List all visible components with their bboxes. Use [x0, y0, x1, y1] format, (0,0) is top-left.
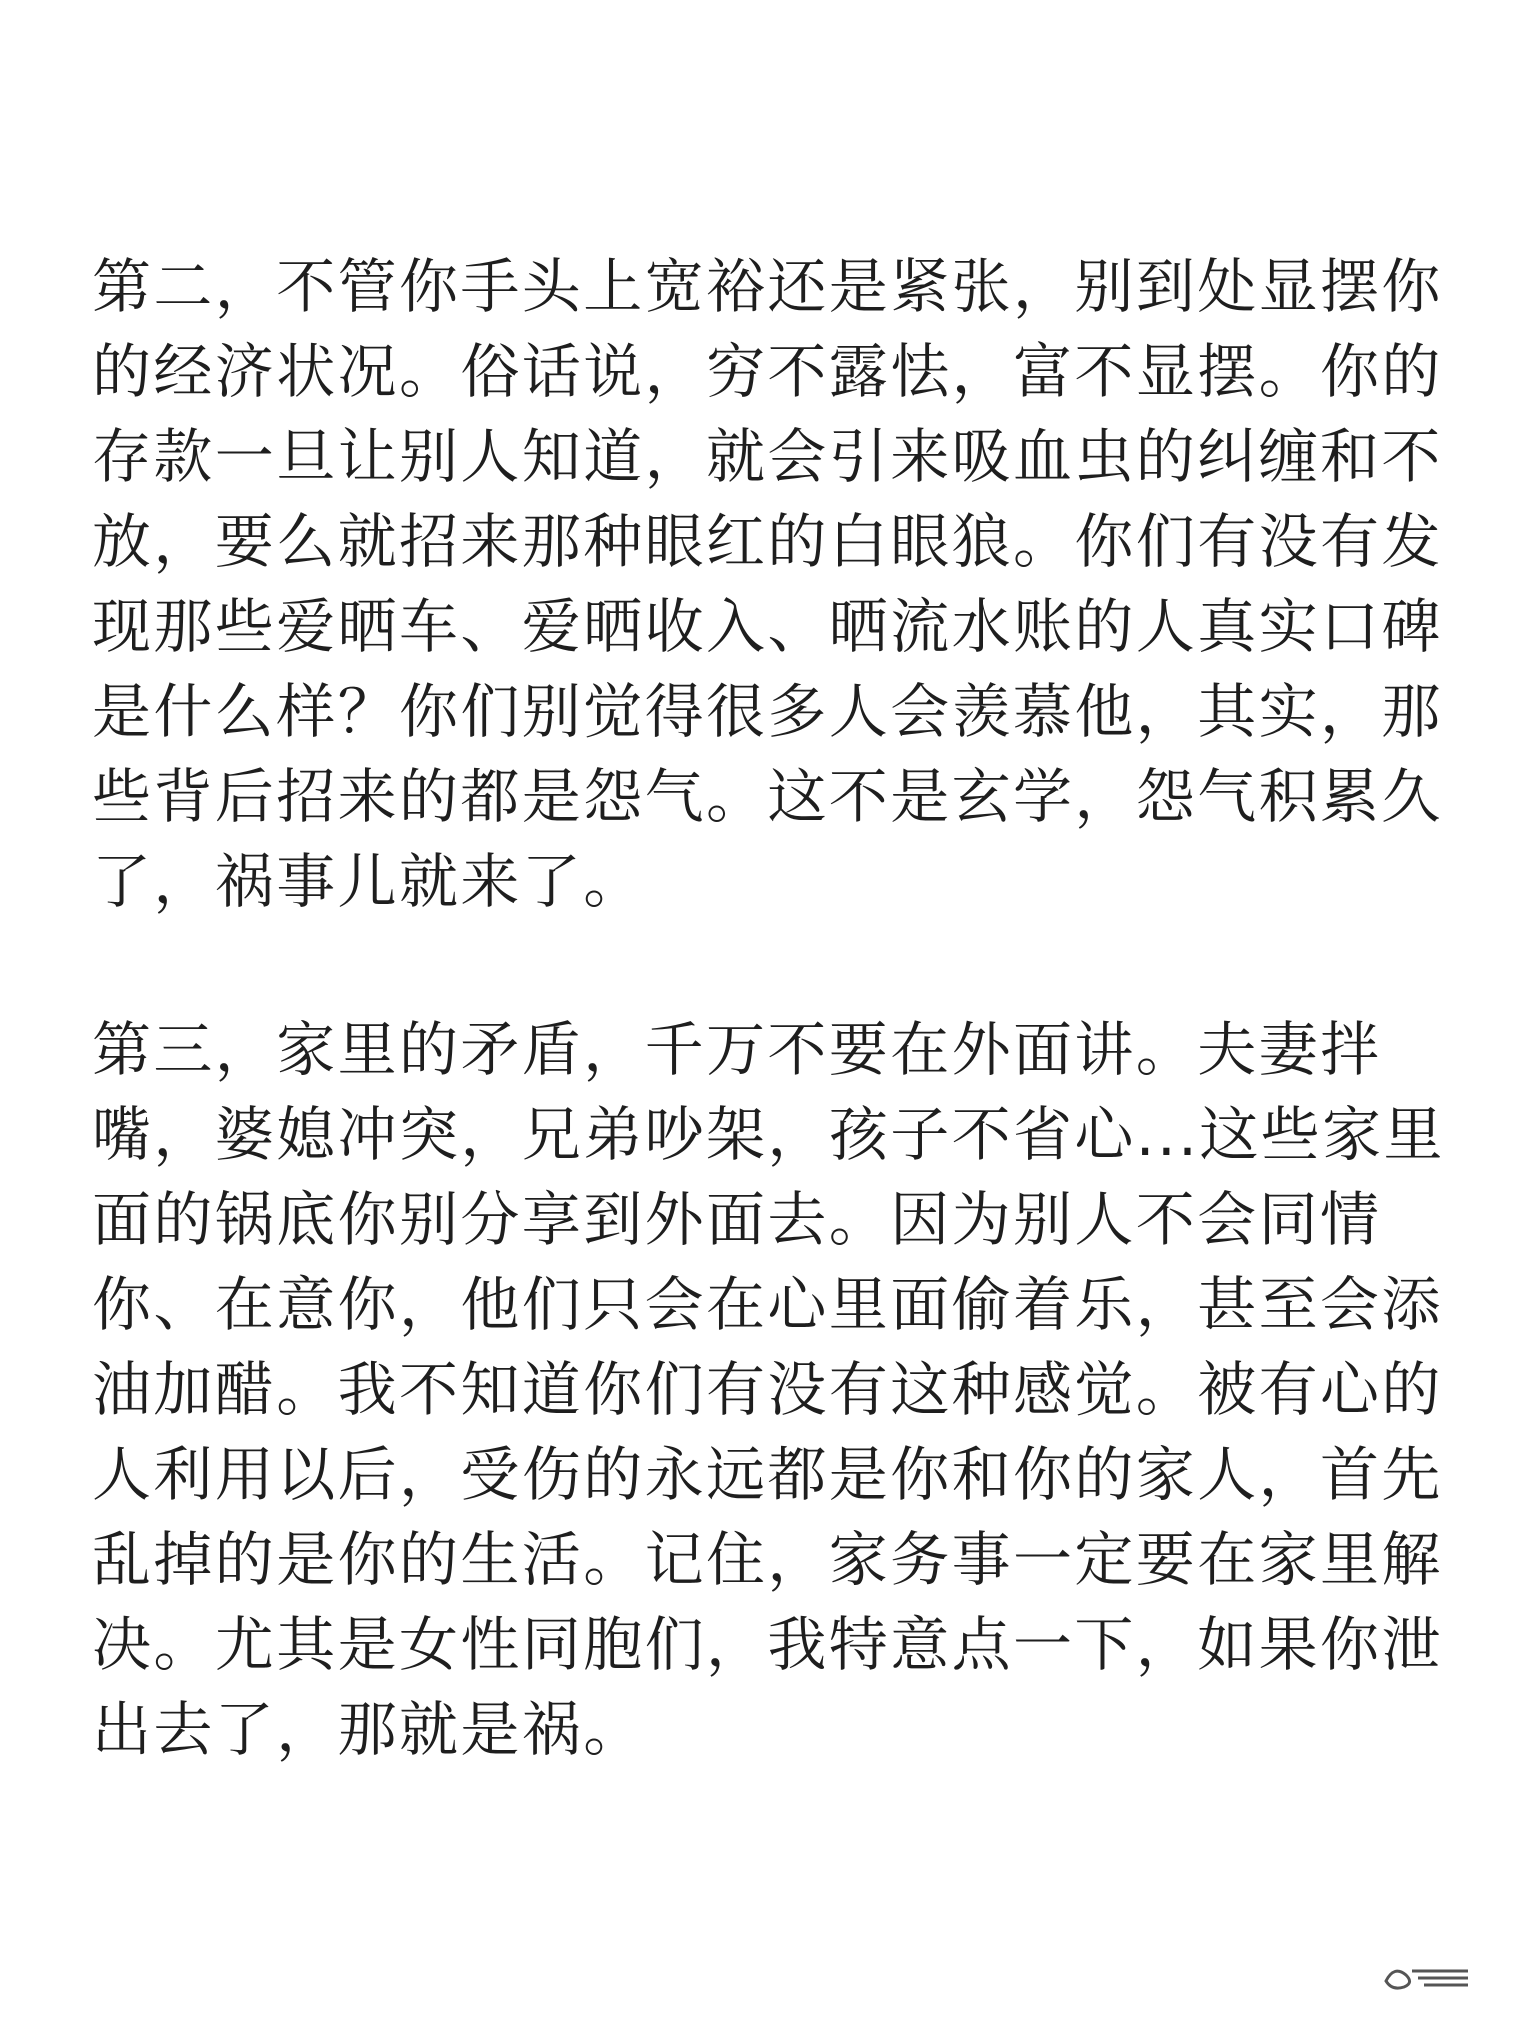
text-line: 油加醋。我不知道你们有没有这种感觉。被有心的 [92, 1355, 1443, 1424]
text-line: 了，祸事儿就来了。 [92, 847, 645, 916]
text-line: 现那些爱晒车、爱晒收入、晒流水账的人真实口碑 [92, 592, 1443, 661]
text-line: 出去了，那就是祸。 [92, 1695, 645, 1764]
text-line: 人利用以后，受伤的永远都是你和你的家人，首先 [92, 1440, 1443, 1509]
paragraph-third-point [92, 1007, 1445, 1772]
text-line: 你、在意你，他们只会在心里面偷着乐，甚至会添 [92, 1270, 1443, 1339]
platform-logo-icon [1382, 1957, 1472, 1993]
text-line: 嘴，婆媳冲突，兄弟吵架，孩子不省心...这些家里 [92, 1100, 1445, 1169]
text-line: 第二，不管你手头上宽裕还是紧张，别到处显摆你 [92, 252, 1443, 321]
text-line: 是什么样？你们别觉得很多人会羡慕他，其实，那 [92, 677, 1443, 746]
text-line: 些背后招来的都是怨气。这不是玄学，怨气积累久 [92, 762, 1443, 831]
text-line: 的经济状况。俗话说，穷不露怯，富不显摆。你的 [92, 337, 1443, 406]
text-line: 放，要么就招来那种眼红的白眼狼。你们有没有发 [92, 507, 1443, 576]
paragraph-second-point [92, 244, 1443, 924]
text-line: 乱掉的是你的生活。记住，家务事一定要在家里解 [92, 1525, 1443, 1594]
text-line: 存款一旦让别人知道，就会引来吸血虫的纠缠和不 [92, 422, 1443, 491]
text-line: 面的锅底你别分享到外面去。因为别人不会同情 [92, 1185, 1382, 1254]
text-line: 决。尤其是女性同胞们，我特意点一下，如果你泄 [92, 1610, 1443, 1679]
text-line: 第三，家里的矛盾，千万不要在外面讲。夫妻拌 [92, 1015, 1382, 1084]
